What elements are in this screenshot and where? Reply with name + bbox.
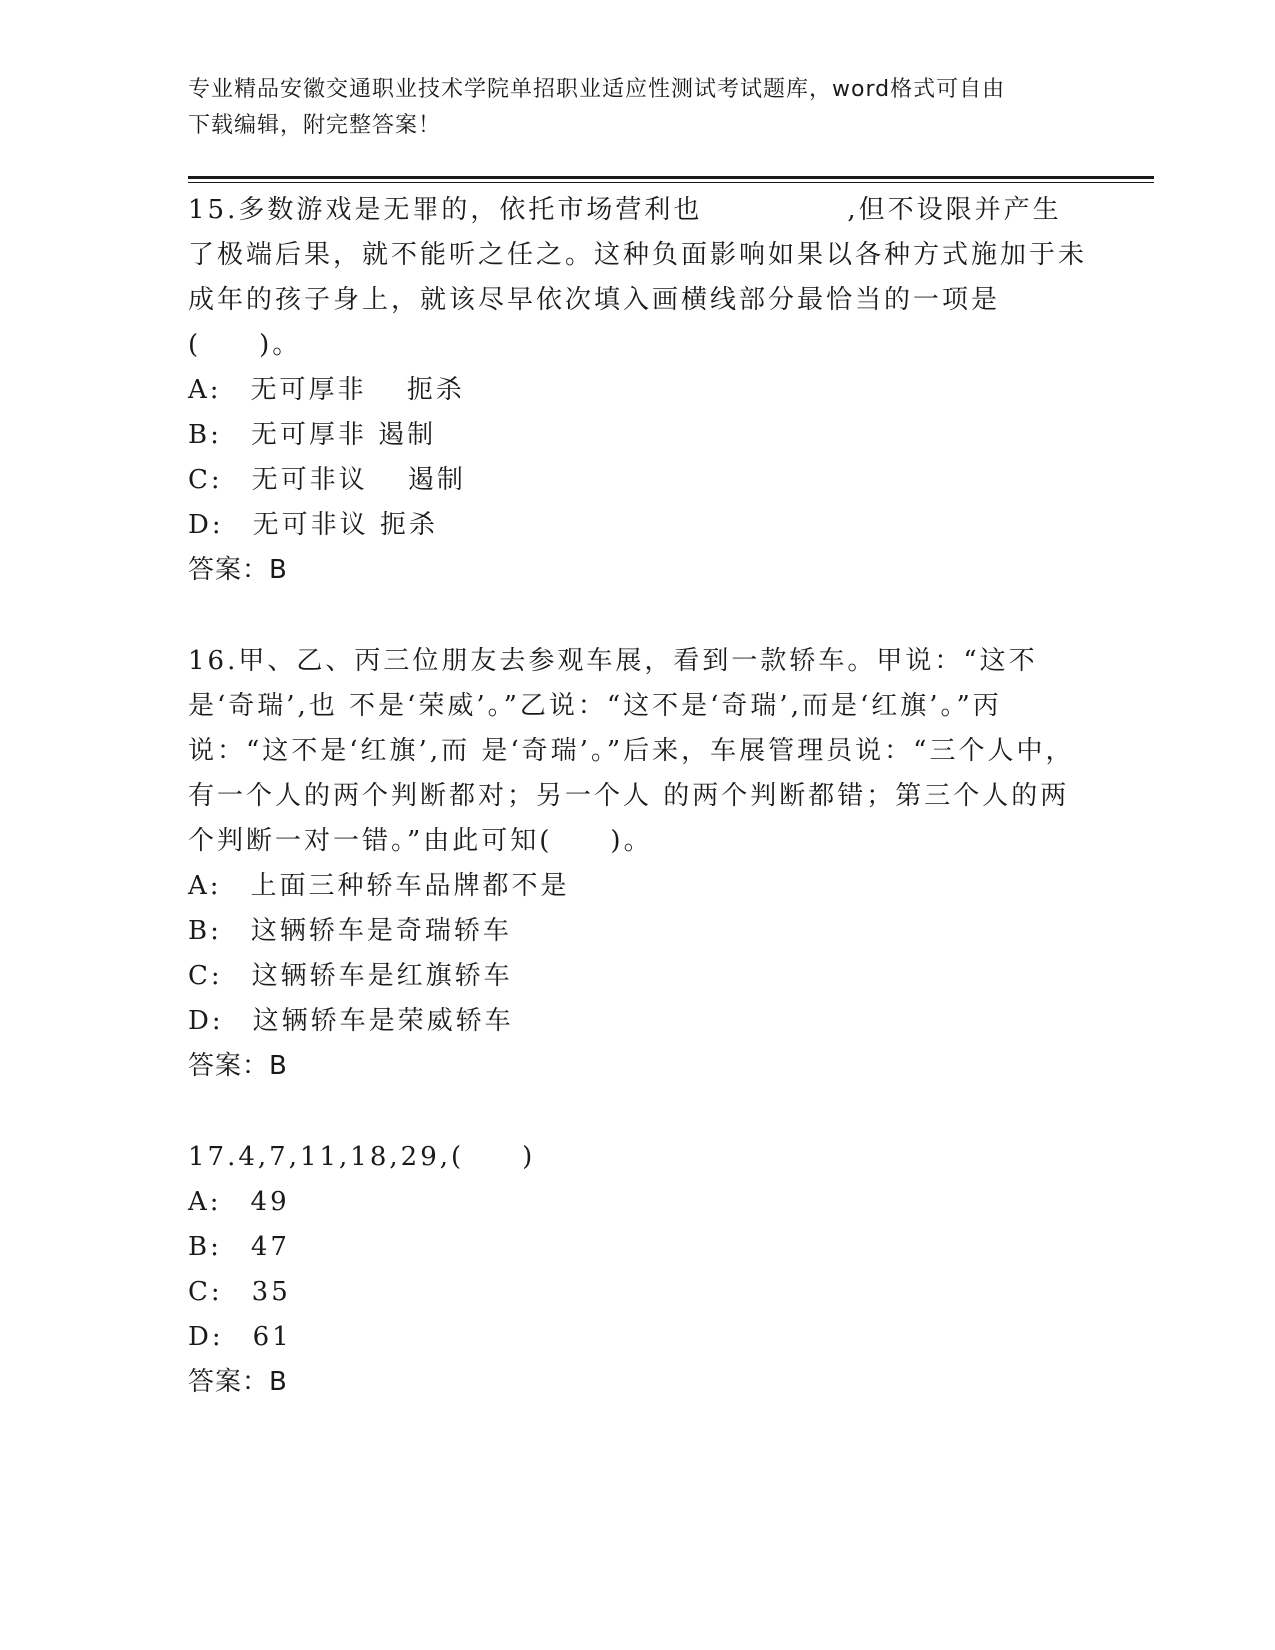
header-line-2: 下载编辑，附完整答案！ (188, 113, 442, 138)
option-c: C: 这辆轿车是红旗轿车 (188, 961, 513, 991)
document-header (188, 72, 1068, 144)
question-stem: 15.多数游戏是无罪的，依托市场营利也 ,但不设限并产生了极端后果，就不能听之任之。这种负面影响如果以各种方式施加于未成年的孩子身上，就该尽早依次填入画横线部分最恰当的一项是( )。 (188, 195, 1088, 360)
option-a: A: 49 (188, 1187, 290, 1217)
option-a: A: 上面三种轿车品牌都不是 (188, 871, 570, 901)
option-d: D: 这辆轿车是荣威轿车 (188, 1006, 514, 1036)
answer-label: 答案：B (188, 555, 288, 585)
question-16 (188, 639, 1088, 1089)
question-list (188, 188, 1088, 1451)
answer-label: 答案：B (188, 1051, 288, 1081)
header-line-1: 专业精品安徽交通职业技术学院单招职业适应性测试考试题库，word格式可自由 (188, 77, 1006, 102)
option-a: A: 无可厚非 扼杀 (188, 375, 465, 405)
question-17 (188, 1135, 1088, 1405)
question-15 (188, 188, 1088, 593)
option-d: D: 61 (188, 1322, 292, 1352)
option-b: B: 无可厚非 遏制 (188, 420, 437, 450)
header-divider-thin (188, 182, 1154, 183)
option-b: B: 这辆轿车是奇瑞轿车 (188, 916, 512, 946)
question-stem: 17.4,7,11,18,29,( ) (188, 1142, 536, 1172)
option-c: C: 35 (188, 1277, 291, 1307)
question-stem: 16.甲、乙、丙三位朋友去参观车展，看到一款轿车。甲说：“这不是‘奇瑞’,也 不是‘荣威’。”乙说：“这不是‘奇瑞’,而是‘红旗’。”丙说：“这不是‘红旗’,而 是‘奇瑞’。”后来，车展管理员说：“三个人中，有一个人的两个判断都对；另一个人 的两个判断都错；第三个人的两个判断一对一错。”由此可知( )。 (188, 646, 1075, 856)
header-divider-thick (188, 176, 1154, 179)
option-b: B: 47 (188, 1232, 290, 1262)
option-c: C: 无可非议 遏制 (188, 465, 466, 495)
option-d: D: 无可非议 扼杀 (188, 510, 438, 540)
answer-label: 答案：B (188, 1367, 288, 1397)
